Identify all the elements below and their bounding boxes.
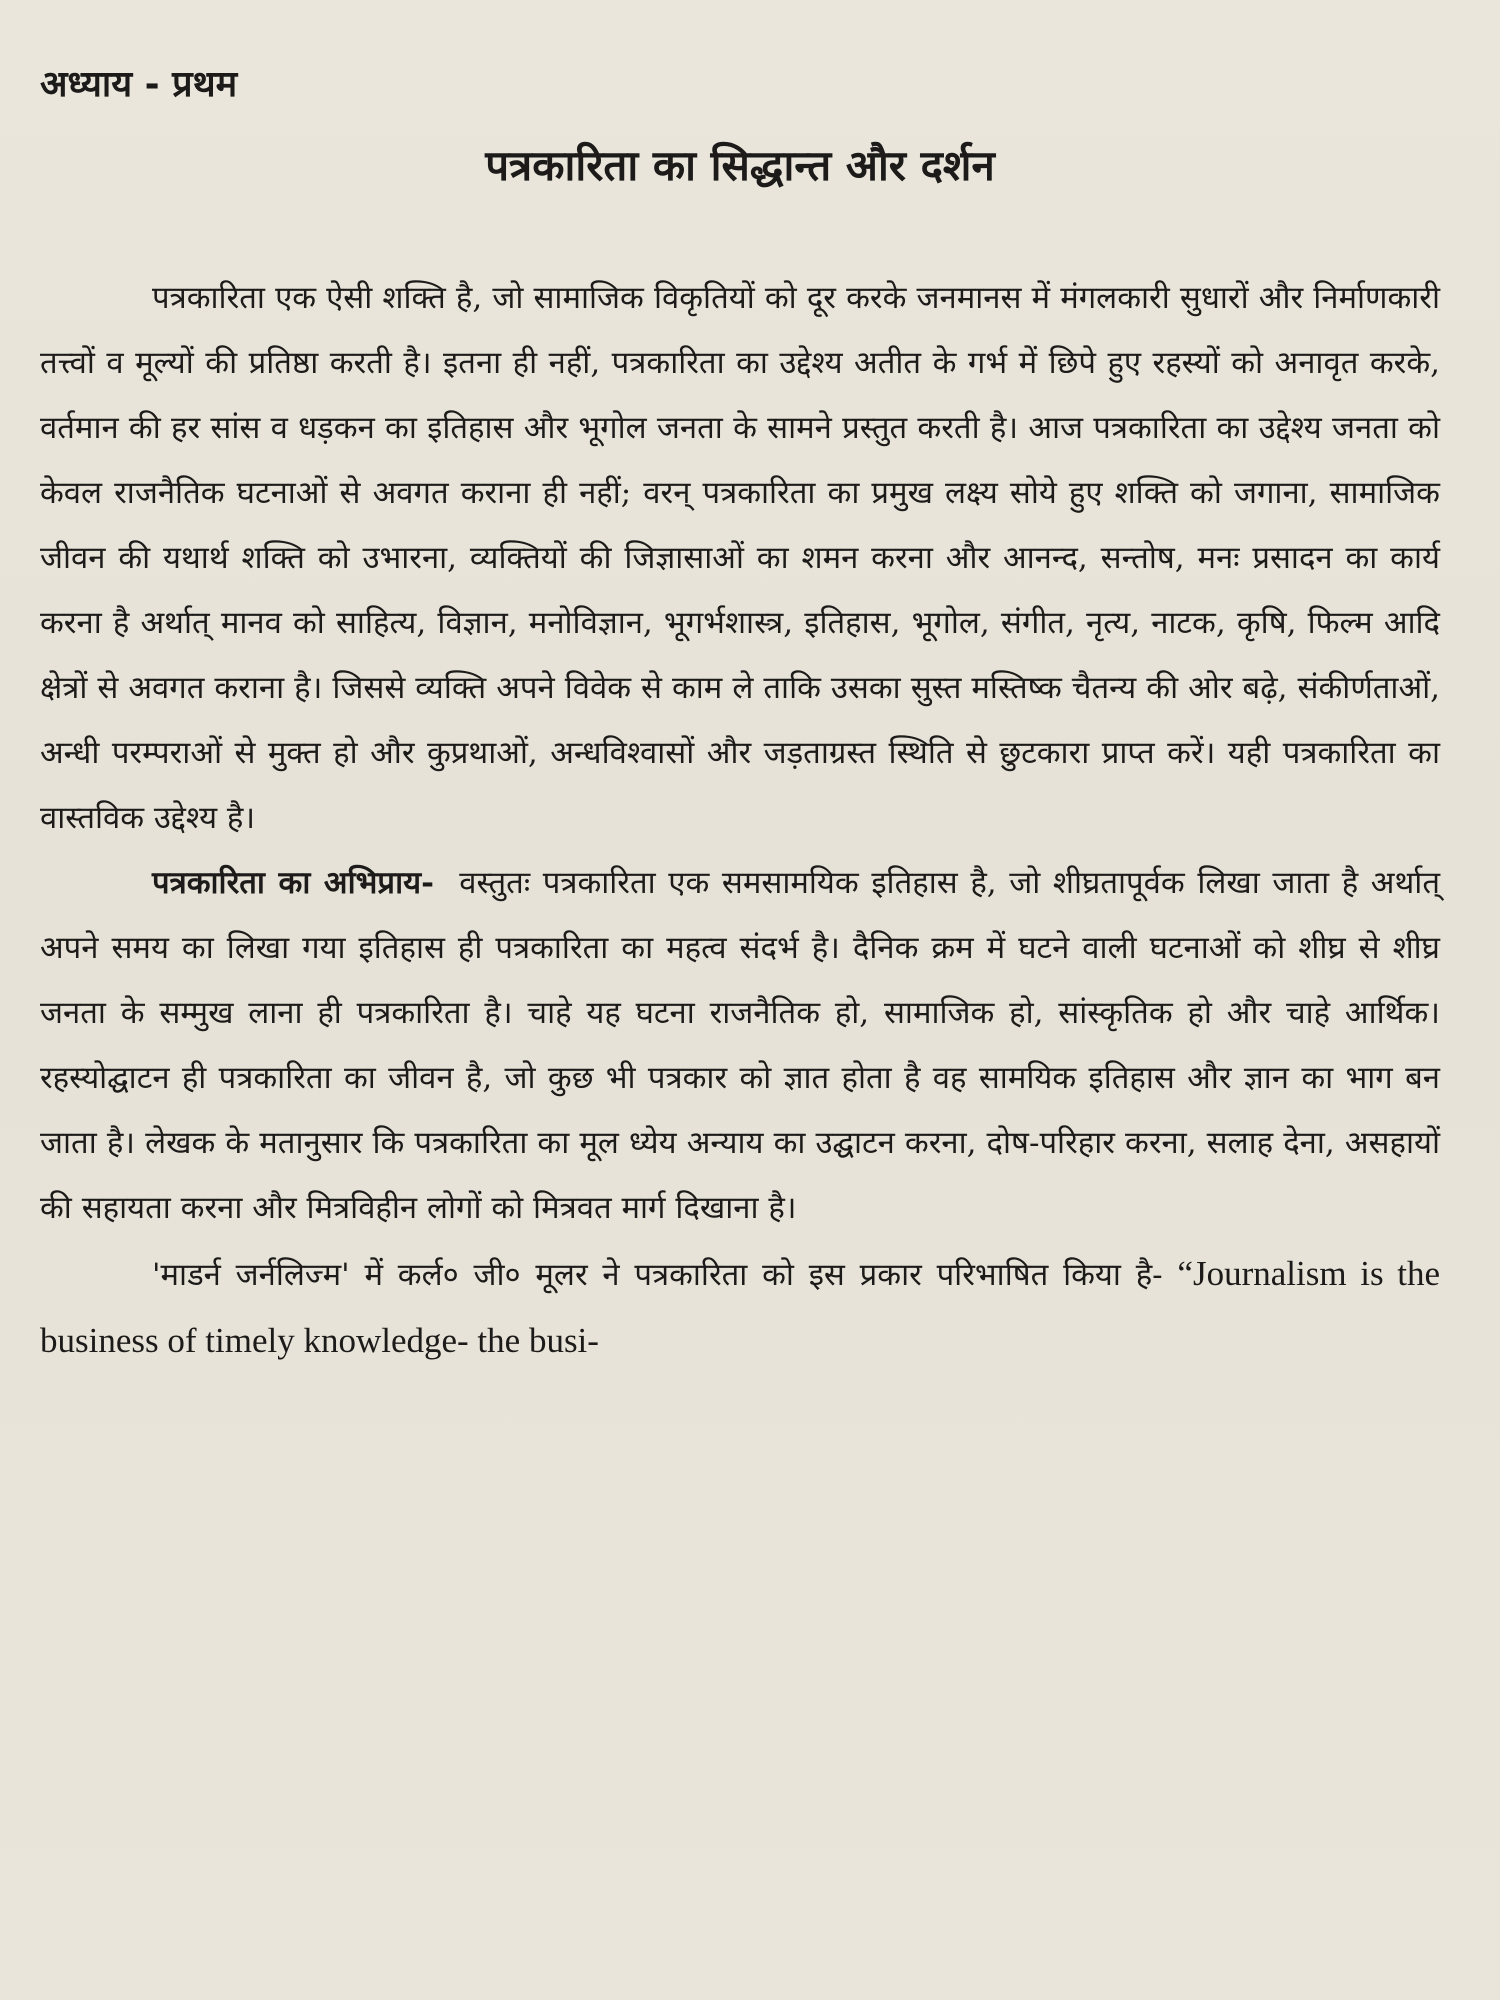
paragraph-heading: पत्रकारिता का अभिप्राय-: [152, 865, 434, 901]
paragraph-definition: [40, 1241, 1440, 1375]
definition-intro: 'माडर्न जर्नलिज्म' में कर्ल० जी० मूलर ने पत्रकारिता को इस प्रकार परिभाषित किया है-: [152, 1257, 1163, 1293]
paragraph-introduction: पत्रकारिता एक ऐसी शक्ति है, जो सामाजिक विकृतियों को दूर करके जनमानस में मंगलकारी सुधारों और निर्माणकारी तत्त्वों व मूल्यों की प्रतिष्ठा करती है। इतना ही नहीं, पत्रकारिता का उद्देश्य अतीत के गर्भ में छिपे हुए रहस्यों को अनावृत करके, वर्तमान की हर सांस व धड़कन का इतिहास और भूगोल जनता के सामने प्रस्तुत करती है। आज पत्रकारिता का उद्देश्य जनता को केवल राजनैतिक घटनाओं से अवगत कराना ही नहीं; वरन् पत्रकारिता का प्रमुख लक्ष्य सोये हुए शक्ति को जगाना, सामाजिक जीवन की यथार्थ शक्ति को उभारना, व्यक्तियों की जिज्ञासाओं का शमन करना और आनन्द, सन्तोष, मनः प्रसादन का कार्य करना है अर्थात् मानव को साहित्य, विज्ञान, मनोविज्ञान, भूगर्भशास्त्र, इतिहास, भूगोल, संगीत, नृत्य, नाटक, कृषि, फिल्म आदि क्षेत्रों से अवगत कराना है। जिससे व्यक्ति अपने विवेक से काम ले ताकि उसका सुस्त मस्तिष्क चैतन्य की ओर बढ़े, संकीर्णताओं, अन्धी परम्पराओं से मुक्त हो और कुप्रथाओं, अन्धविश्वासों और जड़ताग्रस्त स्थिति से छुटकारा प्राप्त करें। यही पत्रकारिता का वास्तविक उद्देश्य है।: [40, 280, 1440, 836]
definition-quote: “Journalism is the business of timely knowledge- the busi-: [40, 1254, 1440, 1360]
paragraph-meaning: [40, 851, 1440, 1241]
paragraph-meaning-body: वस्तुतः पत्रकारिता एक समसामयिक इतिहास है, जो शीघ्रतापूर्वक लिखा जाता है अर्थात् अपने समय का लिखा गया इतिहास ही पत्रकारिता का महत्व संदर्भ है। दैनिक क्रम में घटने वाली घटनाओं को शीघ्र से शीघ्र जनता के सम्मुख लाना ही पत्रकारिता है। चाहे यह घटना राजनैतिक हो, सामाजिक हो, सांस्कृतिक हो और चाहे आर्थिक। रहस्योद्घाटन ही पत्रकारिता का जीवन है, जो कुछ भी पत्रकार को ज्ञात होता है वह सामयिक इतिहास और ज्ञान का भाग बन जाता है। लेखक के मतानुसार कि पत्रकारिता का मूल ध्येय अन्याय का उद्घाटन करना, दोष-परिहार करना, सलाह देना, असहायों की सहायता करना और मित्रविहीन लोगों को मित्रवत मार्ग दिखाना है।: [40, 865, 1440, 1226]
chapter-title: पत्रकारिता का सिद्धान्त और दर्शन: [485, 141, 995, 190]
chapter-label: अध्याय - प्रथम: [40, 64, 238, 105]
